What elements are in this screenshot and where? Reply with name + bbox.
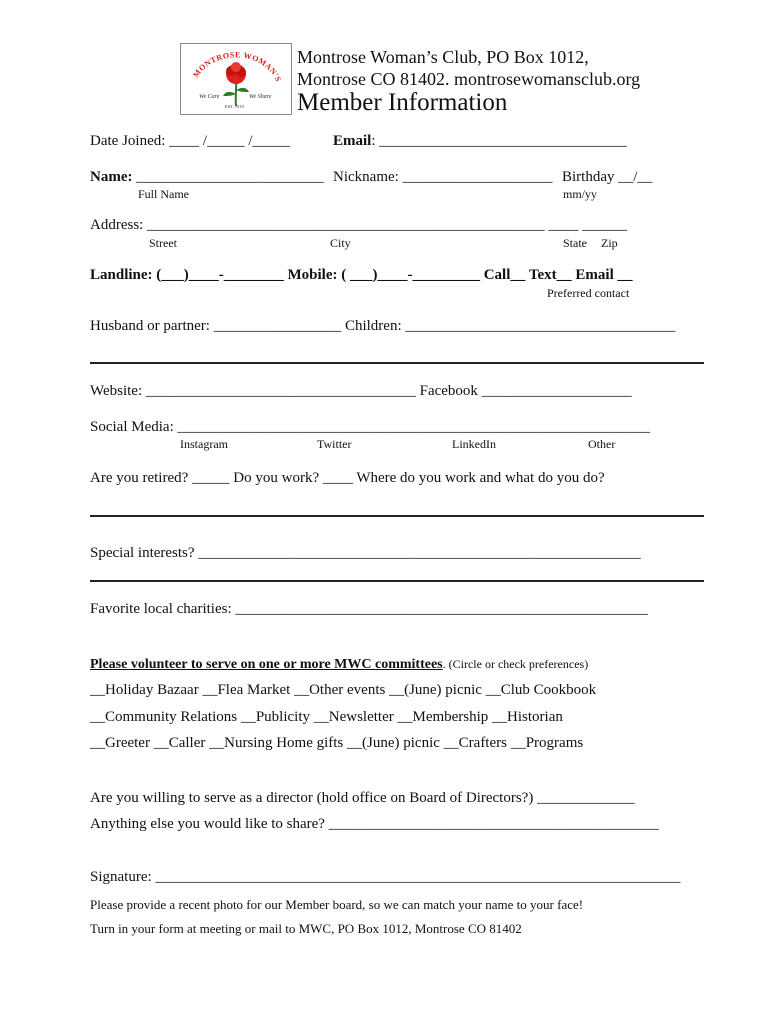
email-label: Email (333, 133, 372, 149)
logo-left-motto: We Care (199, 94, 220, 100)
email-field[interactable] (333, 133, 627, 150)
section-divider (90, 515, 704, 517)
logo-arc-text: MONTROSE WOMAN'S (191, 50, 284, 84)
committees-row-2[interactable]: __Community Relations __Publicity __Newsletter __Membership __Historian (90, 709, 563, 725)
committees-heading-text: Please volunteer to serve on one or more MWC committees (90, 657, 443, 672)
nickname-field[interactable]: Nickname: ____________________ (333, 169, 553, 185)
club-address-line2: Montrose CO 81402. montrosewomansclub.org (297, 69, 641, 89)
instagram-hint: Instagram (180, 437, 228, 451)
club-address-line1: Montrose Woman’s Club, PO Box 1012, (297, 47, 589, 67)
logo-right-motto: We Share (249, 94, 272, 100)
website-facebook-field[interactable]: Website: ____________________________________ Facebook ____________________ (90, 383, 632, 399)
logo-est: EST. 1919 (225, 104, 244, 109)
name-blank: _________________________ (132, 169, 324, 185)
other-hint: Other (588, 437, 616, 451)
club-logo (180, 43, 292, 115)
favorite-charities-field[interactable]: Favorite local charities: _______________________________________________________ (90, 601, 648, 617)
address-field[interactable]: Address: _____________________________________________________ ____ ______ (90, 217, 628, 233)
name-label: Name: (90, 169, 133, 185)
zip-hint: Zip (601, 236, 618, 250)
special-interests-field[interactable]: Special interests? ___________________________________________________________ (90, 545, 641, 561)
signature-field[interactable]: Signature: ______________________________________________________________________ (90, 869, 681, 885)
turn-in-note: Turn in your form at meeting or mail to MWC, PO Box 1012, Montrose CO 81402 (90, 921, 522, 936)
state-hint: State (563, 236, 587, 250)
email-blank: : _________________________________ (371, 133, 627, 149)
mmyy-hint: mm/yy (563, 187, 598, 201)
committees-heading (90, 655, 588, 673)
director-question-field[interactable]: Are you willing to serve as a director (hold office on Board of Directors?) _____________ (90, 790, 635, 806)
partner-children-field[interactable]: Husband or partner: _________________ Children: ____________________________________ (90, 318, 676, 334)
street-hint: Street (149, 236, 177, 250)
anything-else-field[interactable]: Anything else you would like to share? ____________________________________________ (90, 816, 659, 832)
social-media-field[interactable]: Social Media: _______________________________________________________________ (90, 419, 650, 435)
twitter-hint: Twitter (317, 437, 352, 451)
committees-heading-note: . (Circle or check preferences) (442, 657, 589, 671)
preferred-contact-hint: Preferred contact (547, 286, 630, 300)
birthday-field[interactable]: Birthday __/__ (562, 169, 653, 185)
full-name-hint: Full Name (138, 187, 189, 201)
committees-row-1[interactable]: __Holiday Bazaar __Flea Market __Other events __(June) picnic __Club Cookbook (90, 682, 597, 698)
retired-work-field[interactable]: Are you retired? _____ Do you work? ____ Where do you work and what do you do? (90, 470, 605, 486)
photo-note: Please provide a recent photo for our Member board, so we can match your name to your face! (90, 897, 584, 912)
section-divider (90, 362, 704, 364)
page-title: Member Information (297, 89, 508, 116)
section-divider (90, 580, 704, 582)
city-hint: City (330, 236, 351, 250)
linkedin-hint: LinkedIn (452, 437, 496, 451)
rose-logo-icon (181, 44, 291, 114)
committees-row-3[interactable]: __Greeter __Caller __Nursing Home gifts __(June) picnic __Crafters __Programs (90, 735, 584, 751)
name-field[interactable] (90, 169, 324, 186)
date-joined-field[interactable]: Date Joined: ____ /_____ /_____ (90, 133, 290, 149)
phone-contact-field[interactable]: Landline: (___)____-________ Mobile: ( ___)____-_________ Call__ Text__ Email __ (90, 267, 633, 283)
